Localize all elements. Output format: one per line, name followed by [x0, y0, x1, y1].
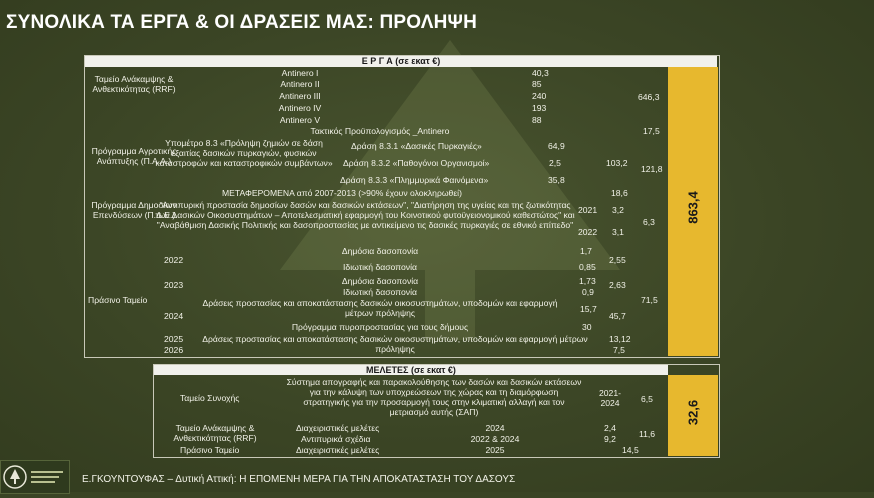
meletes-rrf-value: 9,2 — [604, 434, 616, 444]
pde-value: 3,2 — [612, 205, 624, 215]
pt-sum: 2,55 — [609, 255, 626, 265]
synoxis-years: 2021-2024 — [599, 388, 621, 408]
pt-value: 15,7 — [580, 304, 597, 314]
pt-total: 71,5 — [641, 295, 658, 305]
pt-sum: 45,7 — [609, 311, 626, 321]
meletes-rrf-year: 2024 — [485, 423, 505, 433]
draseis-sum: 103,2 — [606, 158, 628, 168]
taktikos-value: 17,5 — [643, 126, 660, 136]
ministry-logo — [0, 460, 70, 494]
synoxis-value: 6,5 — [641, 394, 653, 404]
pt-value: 7,5 — [613, 345, 625, 355]
meletes-prasino-year: 2025 — [485, 445, 505, 455]
pt-value: 1,73 — [579, 276, 596, 286]
pt-sum: 2,63 — [609, 280, 626, 290]
pt-year: 2023 — [164, 280, 184, 290]
ypometro-text: Υπομέτρο 8.3 «Πρόληψη ζημιών σε δάση εξαιτίας δασικών πυρκαγιών, φυσικών καταστροφών και καταστροφικών συμβάντων» — [155, 138, 333, 168]
antinero-name: Antinero III — [279, 91, 321, 101]
meletes-prasino-value: 14,5 — [622, 445, 639, 455]
drasi-name: Δράση 8.3.3 «Πλημμυρικά Φαινόμενα» — [340, 175, 489, 185]
antinero-name: Antinero V — [279, 115, 321, 125]
pt-year: 2022 — [164, 255, 184, 265]
pt-value: 1,7 — [580, 246, 592, 256]
antinero-value: 40,3 — [532, 68, 549, 78]
rrf-total: 646,3 — [638, 92, 660, 102]
metaferomena-value: 18,6 — [611, 188, 628, 198]
antinero-name: Antinero IV — [278, 103, 322, 113]
synoxis-label: Ταμείο Συνοχής — [180, 393, 240, 403]
meletes-prasino-name: Διαχειριστικές μελέτες — [296, 445, 380, 455]
pt-item: Δημόσια δασοπονία — [341, 246, 419, 256]
pde-total: 6,3 — [643, 217, 655, 227]
page-title: ΣΥΝΟΛΙΚΑ ΤΑ ΕΡΓΑ & ΟΙ ΔΡΑΣΕΙΣ ΜΑΣ: ΠΡΟΛΗΨΗ — [6, 12, 478, 33]
pde-text: "Αντιπυρική προστασία δημοσίων δασών και δασικών εκτάσεων", "Διατήρηση της υγείας και της ζωτικότητας των Δασικών Οικοσυστημάτων – Αποτελεσματική εφαρμογή του Κοινοτικού φυτοϋγειονομικού καθεστώτος" και "Αναβάθμιση Δασικής Πολιτικής και δασοπροστασίας με αντικείμενο τις δασικές πυρκαγιές σε εθνικό επίπεδο" — [155, 200, 575, 230]
pt-2024-text: Δράσεις προστασίας και αποκατάστασης δασικών οικοσυστημάτων, υποδομών και εφαρμογή μέτρων πρόληψης — [202, 298, 558, 318]
pt-value: 0,85 — [579, 262, 596, 272]
antinero-name: Antinero II — [280, 79, 320, 89]
pt-value: 30 — [582, 322, 592, 332]
pt-year: 2026 — [164, 345, 184, 355]
erga-header: Ε Ρ Γ Α (σε εκατ €) — [85, 56, 717, 67]
rrf-label: Ταμείο Ανάκαμψης & Ανθεκτικότητας (RRF) — [92, 74, 176, 94]
antinero-value: 193 — [532, 103, 547, 113]
pt-value: 0,9 — [582, 287, 594, 297]
drasi-name: Δράση 8.3.2 «Παθογόνοι Οργανισμοί» — [343, 158, 490, 168]
pt-year: 2024 — [164, 311, 184, 321]
pt-item: Ιδιωτική δασοπονία — [343, 262, 417, 272]
pt-programma: Πρόγραμμα πυροπροστασίας για τους δήμους — [291, 322, 469, 332]
drasi-value: 64,9 — [548, 141, 565, 151]
drasi-value: 35,8 — [548, 175, 565, 185]
meletes-grand-total: 32,6 — [685, 399, 701, 426]
erga-grand-total: 863,4 — [685, 191, 701, 224]
drasi-name: Δράση 8.3.1 «Δασικές Πυρκαγιές» — [351, 141, 482, 151]
pt-item: Ιδιωτική δασοπονία — [343, 287, 417, 297]
meletes-rrf-year: 2022 & 2024 — [470, 434, 520, 444]
taktikos-label: Τακτικός Προϋπολογισμός _Antinero — [310, 126, 450, 136]
meletes-prasino-label: Πράσινο Ταμείο — [180, 445, 240, 455]
ministry-emblem-icon — [1, 461, 69, 493]
antinero-value: 240 — [532, 91, 547, 101]
meletes-rrf-total: 11,6 — [639, 429, 656, 439]
pde-year: 2022 — [578, 227, 598, 237]
paa-label: Πρόγραμμα Αγροτικής Ανάπτυξης (Π.Α.Α.) — [91, 146, 177, 166]
antinero-name: Antinero I — [281, 68, 319, 78]
metaferomena-label: ΜΕΤΑΦΕΡΟΜΕΝΑ από 2007-2013 (>90% έχουν ολοκληρωθεί) — [222, 188, 462, 198]
drasi-value: 2,5 — [549, 158, 561, 168]
pde-year: 2021 — [578, 205, 598, 215]
pt-item: Δημόσια δασοπονία — [341, 276, 419, 286]
prasino-label: Πράσινο Ταμείο — [88, 295, 148, 305]
antinero-value: 88 — [532, 115, 542, 125]
meletes-rrf-value: 2,4 — [604, 423, 616, 433]
pt-2526-text: Δράσεις προστασίας και αποκατάστασης δασικών οικοσυστημάτων, υποδομών και εφαρμογή μέτρων πρόληψης — [202, 334, 588, 354]
meletes-header: ΜΕΛΕΤΕΣ (σε εκατ €) — [154, 365, 668, 375]
pde-value: 3,1 — [612, 227, 624, 237]
footer-text: Ε.ΓΚΟΥΝΤΟΥΦΑΣ – Δυτική Αττική: Η ΕΠΟΜΕΝΗ ΜΕΡΑ ΓΙΑ ΤΗΝ ΑΠΟΚΑΤΑΣΤΑΣΗ ΤΟΥ ΔΑΣΟΥΣ — [82, 474, 516, 485]
pde-label: Πρόγραμμα Δημοσίων Επενδύσεων (Π.Δ.Ε.) — [91, 200, 177, 220]
paa-total: 121,8 — [641, 164, 663, 174]
antinero-value: 85 — [532, 79, 542, 89]
meletes-rrf-name: Διαχειριστικές μελέτες — [296, 423, 380, 433]
pt-value: 13,12 — [609, 334, 631, 344]
meletes-rrf-label: Ταμείο Ανάκαμψης & Ανθεκτικότητας (RRF) — [173, 423, 257, 443]
synoxis-text: Σύστημα απογραφής και παρακολούθησης των δασών και δασικών εκτάσεων για την κάλυψη των υποχρεώσεων της χώρας και τη διαμόρφωση στρατηγικής για την προσαρμογή τους στην κλιματική αλλαγή και τον μετριασμό αυτής (ΣΑΠ) — [286, 377, 582, 417]
meletes-rrf-name: Αντιπυρικά σχέδια — [301, 434, 371, 444]
pt-year: 2025 — [164, 334, 184, 344]
